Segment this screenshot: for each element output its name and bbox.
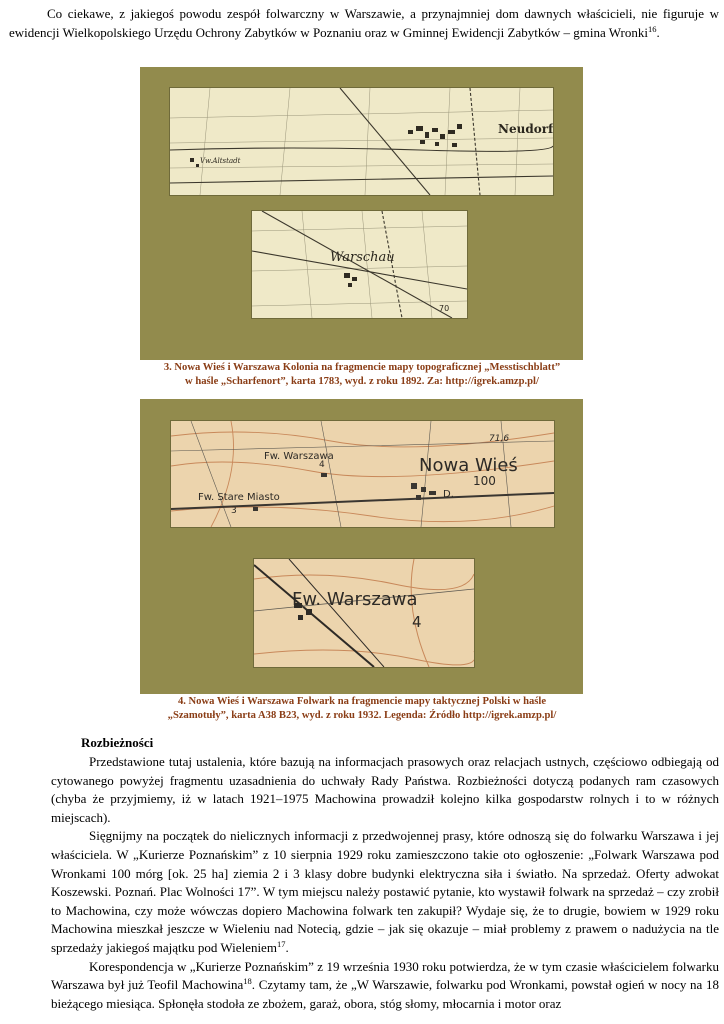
footnote-ref-17: 17	[276, 938, 286, 949]
map-label-nowa-wies: Nowa Wieś	[419, 455, 518, 476]
figure-4-map-bottom	[253, 558, 475, 668]
map-label-fw-warszawa: Fw. Warszawa	[264, 451, 334, 462]
map-label-4: 4	[319, 460, 325, 470]
map-label-warschau: Warschau	[330, 250, 395, 265]
intro-end: .	[656, 24, 660, 40]
figure-3-panel	[140, 67, 583, 360]
figure-3-caption	[100, 361, 624, 389]
intro-paragraph	[9, 5, 719, 42]
map-label-fw-warszawa-zoom: Fw. Warszawa	[292, 589, 418, 610]
section-heading: Rozbieżności	[81, 735, 154, 750]
body-text	[51, 753, 719, 1013]
figure-3-caption-line-2: w haśle „Scharfenort”, karta 1783, wyd. z roku 1892. Za: http://igrek.amzp.pl/	[185, 376, 539, 387]
figure-4-panel	[140, 399, 583, 694]
paragraph-3-text-b: . Czytamy tam, że „W Warszawie, folwarku pod Wronkami, powstał ogień w nocy na 18 bieżącego miesiąca. Spłonęła stodoła ze zbożem, garaż, obora, stóg słomy, młocarnia i motor oraz	[51, 977, 719, 1011]
footnote-ref-18: 18	[243, 976, 252, 987]
footnote-ref-16: 16	[647, 23, 657, 34]
map-label-4-zoom: 4	[412, 613, 422, 631]
figure-4-map-top	[170, 420, 555, 528]
paragraph-3-text-a: Korespondencja w „Kurierze Poznańskim” z 19 września 1930 roku potwierdza, że w tym czasie właścicielem folwarku Warszawa był już Teofil Machowina	[51, 958, 719, 993]
paragraph-2-end: .	[285, 939, 289, 955]
map-label-3: 3	[231, 506, 237, 516]
intro-text: Co ciekawe, z jakiegoś powodu zespół folwarczny w Warszawie, a przynajmniej dom dawnych właścicieli, nie figuruje w ewidencji Wielkopolskiego Urzędu Ochrony Zabytków w Poznaniu oraz w Gminnej Ewidencji Zabytków – gmina Wronki	[9, 6, 719, 40]
figure-3-map-bottom	[251, 210, 468, 319]
paragraph-1: Przedstawione tutaj ustalenia, które bazują na informacjach prasowych oraz relacjach ustnych, częściowo odbiegają od cytowanego powyżej fragmentu uzasadnienia do uchwały Rady Państwa. Rozbieżności dotyczą podanych ram czasowych (chyba że przyjmiemy, iż w latach 1921–1975 Machowina prowadził kolejno kilka gospodarstw rolnych i to w różnych miejscach).	[51, 754, 719, 825]
figure-3-map-top	[169, 87, 554, 196]
figure-4-caption	[100, 695, 624, 723]
map-label-71-6: 71,6	[489, 434, 510, 444]
paragraph-3	[51, 958, 719, 1014]
paragraph-2	[51, 827, 719, 957]
map-label-altstadt: Vw.Altstadt	[200, 157, 241, 165]
map-label-70: 70	[439, 304, 450, 313]
map-label-fw-stare-miasto: Fw. Stare Miasto	[198, 492, 280, 503]
paragraph-2-text: Sięgnijmy na początek do nielicznych informacji z przedwojennej prasy, które odnoszą się do folwarku Warszawa i jej właściciela. W „Kurierze Poznańskim” z 10 sierpnia 1929 roku zamieszczono takie oto ogłoszenie: „Folwark Warszawa pod Wronkami 100 mórg [ok. 25 ha] ziemia 2 i 3 klasy dobre budynki elektryczna siła i światło. Na sprzedaż. Oferty adwokat Koszewski. Poznań. Plac Wolności 17”. W tym miejscu należy postawić pytanie, kto wystawił folwark na sprzedaż – czy zrobił to Machowina, czy może wówczas dopiero Machowina folwark ten zakupił? Wydaje się, że to drugie, bowiem w 1929 roku Machowina mieszkał jeszcze w Wieleniu nad Notecią, gdzie – jak się okazuje – miał problemy z prawem o nadużycia na tle sprzedaży jakiegoś majątku pod Wieleniem	[51, 828, 719, 955]
figure-4-caption-line-1: 4. Nowa Wieś i Warszawa Folwark na fragmencie mapy taktycznej Polski w haśle	[177, 696, 547, 707]
figure-3-caption-line-1: 3. Nowa Wieś i Warszawa Kolonia na fragmencie mapy topograficznej „Messtischblatt”	[163, 362, 561, 373]
figure-4-caption-line-2: „Szamotuły”, karta A38 B23, wyd. z roku 1932. Legenda: Źródło http://igrek.amzp.pl/	[167, 710, 557, 721]
map-label-d: D.	[443, 489, 454, 500]
map-label-neudorf: Neudorf	[498, 122, 553, 136]
map-label-100: 100	[473, 474, 496, 488]
